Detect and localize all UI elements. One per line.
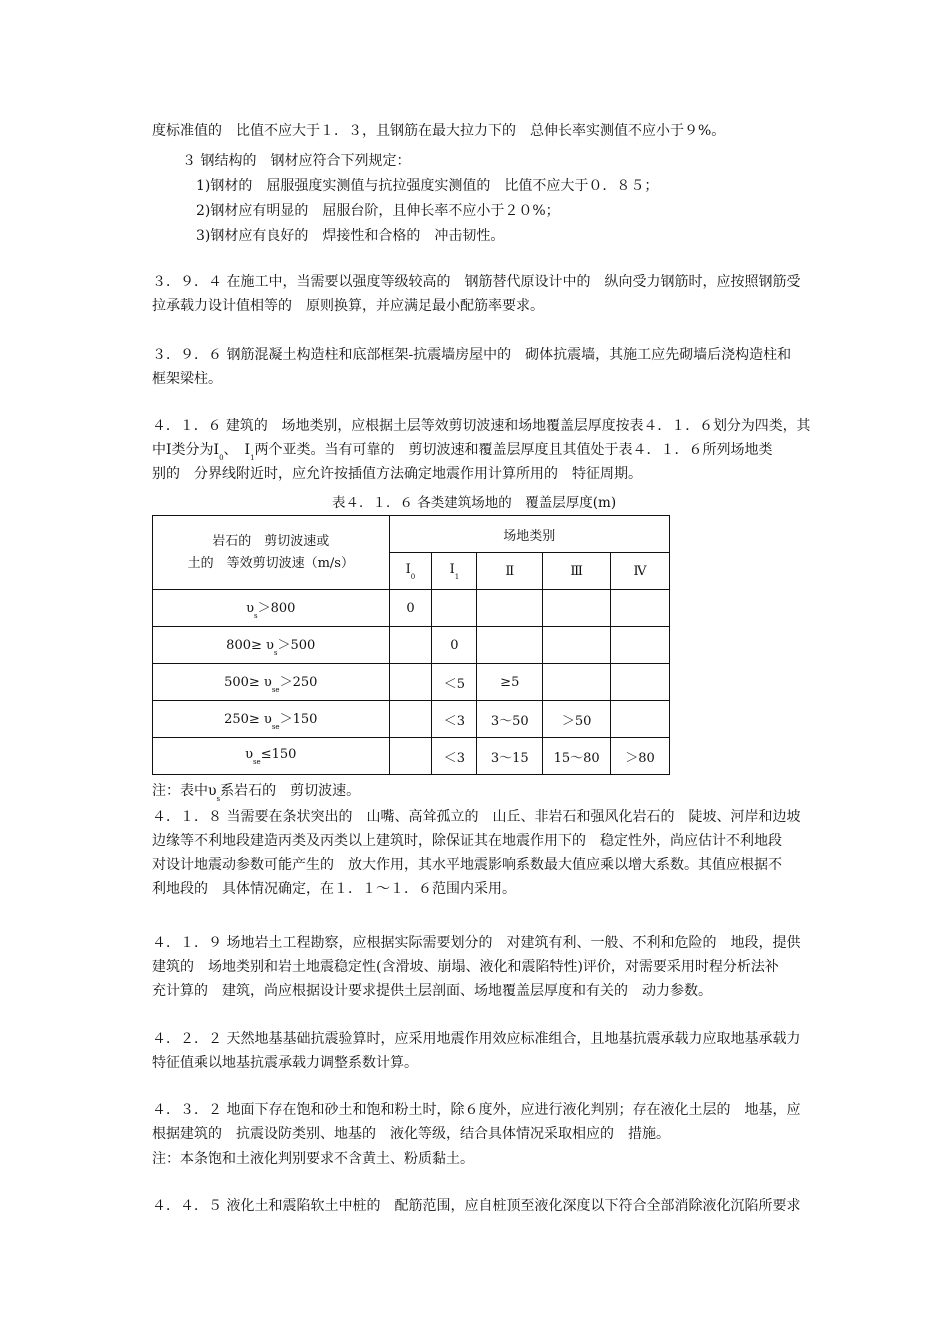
table-row: $500\ge \upsilon_{se}>250$ ＜5 ≥5: [153, 664, 670, 701]
clause-4-1-6-line3: 别的 分界线附近时，应允许按插值方法确定地震作用计算所用的 特征周期。: [152, 466, 642, 482]
clause-4-1-8-line3: 对设计地震动参数可能产生的 放大作用，其水平地震影响系数最大值应乘以增大系数。其值应根据不: [152, 857, 782, 873]
clause-4-1-9-line3: 充计算的 建筑，尚应根据设计要求提供土层剖面、场地覆盖层厚度和有关的 动力参数。: [152, 983, 712, 999]
clause-3-9-4-line1: ３．９．４ 在施工中，当需要以强度等级较高的 钢筋替代原设计中的 纵向受力钢筋时，应按照钢筋受: [152, 274, 801, 290]
paragraph-steel-ratio: 度标准值的 比值不应大于１．３，且钢筋在最大拉力下的 总伸长率实测值不应小于９%。: [152, 123, 726, 139]
site-class-table: [152, 515, 670, 775]
clause-4-3-2-line2: 根据建筑的 抗震设防类别、地基的 液化等级，结合具体情况采取相应的 措施。: [152, 1126, 670, 1142]
clause-4-1-8-line4: 利地段的 具体情况确定，在１．１～１．６范围内采用。: [152, 881, 516, 897]
table-header-class-I0: $Ⅰ_0$: [389, 553, 432, 590]
clause-3-9-6-line1: ３．９．６ 钢筋混凝土构造柱和底部框架-抗震墙房屋中的 砌体抗震墙，其施工应先砌墙后浇构造柱和: [152, 347, 792, 363]
clause-4-2-2-line2: 特征值乘以地基抗震承载力调整系数计算。: [152, 1055, 418, 1071]
list-item-yield-ratio: 1)钢材的 屈服强度实测值与抗拉强度实测值的 比值不应大于０．８５；: [196, 178, 659, 194]
list-item-weldability: 3)钢材应有良好的 焊接性和合格的 冲击韧性。: [196, 228, 505, 244]
table-note: 注：表中$\upsilon_s$系岩石的 剪切波速。: [152, 783, 361, 803]
clause-4-1-9-line2: 建筑的 场地类别和岩土地震稳定性(含滑坡、崩塌、液化和震陷特性)评价，对需要采用时程分析法补: [152, 959, 779, 975]
clause-4-4-5-line1: ４．４．５ 液化土和震陷软土中桩的 配筋范围，应自桩顶至液化深度以下符合全部消除液化沉陷所要求: [152, 1198, 801, 1214]
table-row: $250\ge \upsilon_{se}>150$ ＜3 3～50 ＞50: [153, 701, 670, 738]
clause-4-3-2-note: 注：本条饱和土液化判别要求不含黄土、粉质黏土。: [152, 1151, 474, 1167]
table-row: $\upsilon_s>800$ 0: [153, 590, 670, 627]
clause-4-1-8-line1: ４．１．８ 当需要在条状突出的 山嘴、高耸孤立的 山丘、非岩石和强风化岩石的 陡坡、河岸和边坡: [152, 809, 801, 825]
clause-3-9-6-line2: 框架梁柱。: [152, 371, 222, 387]
table-header-class-I1: $Ⅰ_1$: [432, 553, 477, 590]
clause-3-9-4-line2: 拉承载力设计值相等的 原则换算，并应满足最小配筋率要求。: [152, 298, 544, 314]
clause-4-1-8-line2: 边缘等不利地段建造丙类及丙类以上建筑时，除保证其在地震作用下的 稳定性外，尚应估计不利地段: [152, 833, 782, 849]
paragraph-steel-structure: ３ 钢结构的 钢材应符合下列规定：: [182, 153, 411, 169]
table-header-class-III: Ⅲ: [543, 553, 611, 590]
table-header-class-IV: Ⅳ: [611, 553, 670, 590]
table-header-wave-velocity: 岩石的 剪切波速或 土的 等效剪切波速（m/s）: [153, 516, 390, 590]
clause-4-2-2-line1: ４．２．２ 天然地基基础抗震验算时，应采用地震作用效应标准组合，且地基抗震承载力应取地基承载力: [152, 1031, 801, 1047]
table-header-site-class: 场地类别: [389, 516, 669, 553]
clause-4-1-6-line1: ４．１．６ 建筑的 场地类别，应根据土层等效剪切波速和场地覆盖层厚度按表４．１．６划分为四类，其: [152, 418, 811, 434]
clause-4-1-9-line1: ４．１．９ 场地岩土工程勘察，应根据实际需要划分的 对建筑有利、一般、不利和危险的 地段，提供: [152, 935, 801, 951]
clause-4-3-2-line1: ４．３．２ 地面下存在饱和砂土和饱和粉土时，除６度外，应进行液化判别；存在液化土层的 地基，应: [152, 1102, 801, 1118]
clause-4-1-6-line2: 中Ⅰ类分为$Ⅰ_0$、 $Ⅰ_1$两个亚类。当有可靠的 剪切波速和覆盖层厚度且其值处于表４．１．６所列场地类: [152, 442, 773, 462]
table-caption: 表４．１．６ 各类建筑场地的 覆盖层厚度(m): [332, 495, 617, 511]
table-row: $\upsilon_{se}\le 150$ ＜3 3～15 15～80 ＞80: [153, 738, 670, 775]
table-header-class-II: Ⅱ: [477, 553, 543, 590]
list-item-yield-step: 2)钢材应有明显的 屈服台阶，且伸长率不应小于２０%；: [196, 203, 560, 219]
table-row: $800\ge \upsilon_s>500$ 0: [153, 627, 670, 664]
